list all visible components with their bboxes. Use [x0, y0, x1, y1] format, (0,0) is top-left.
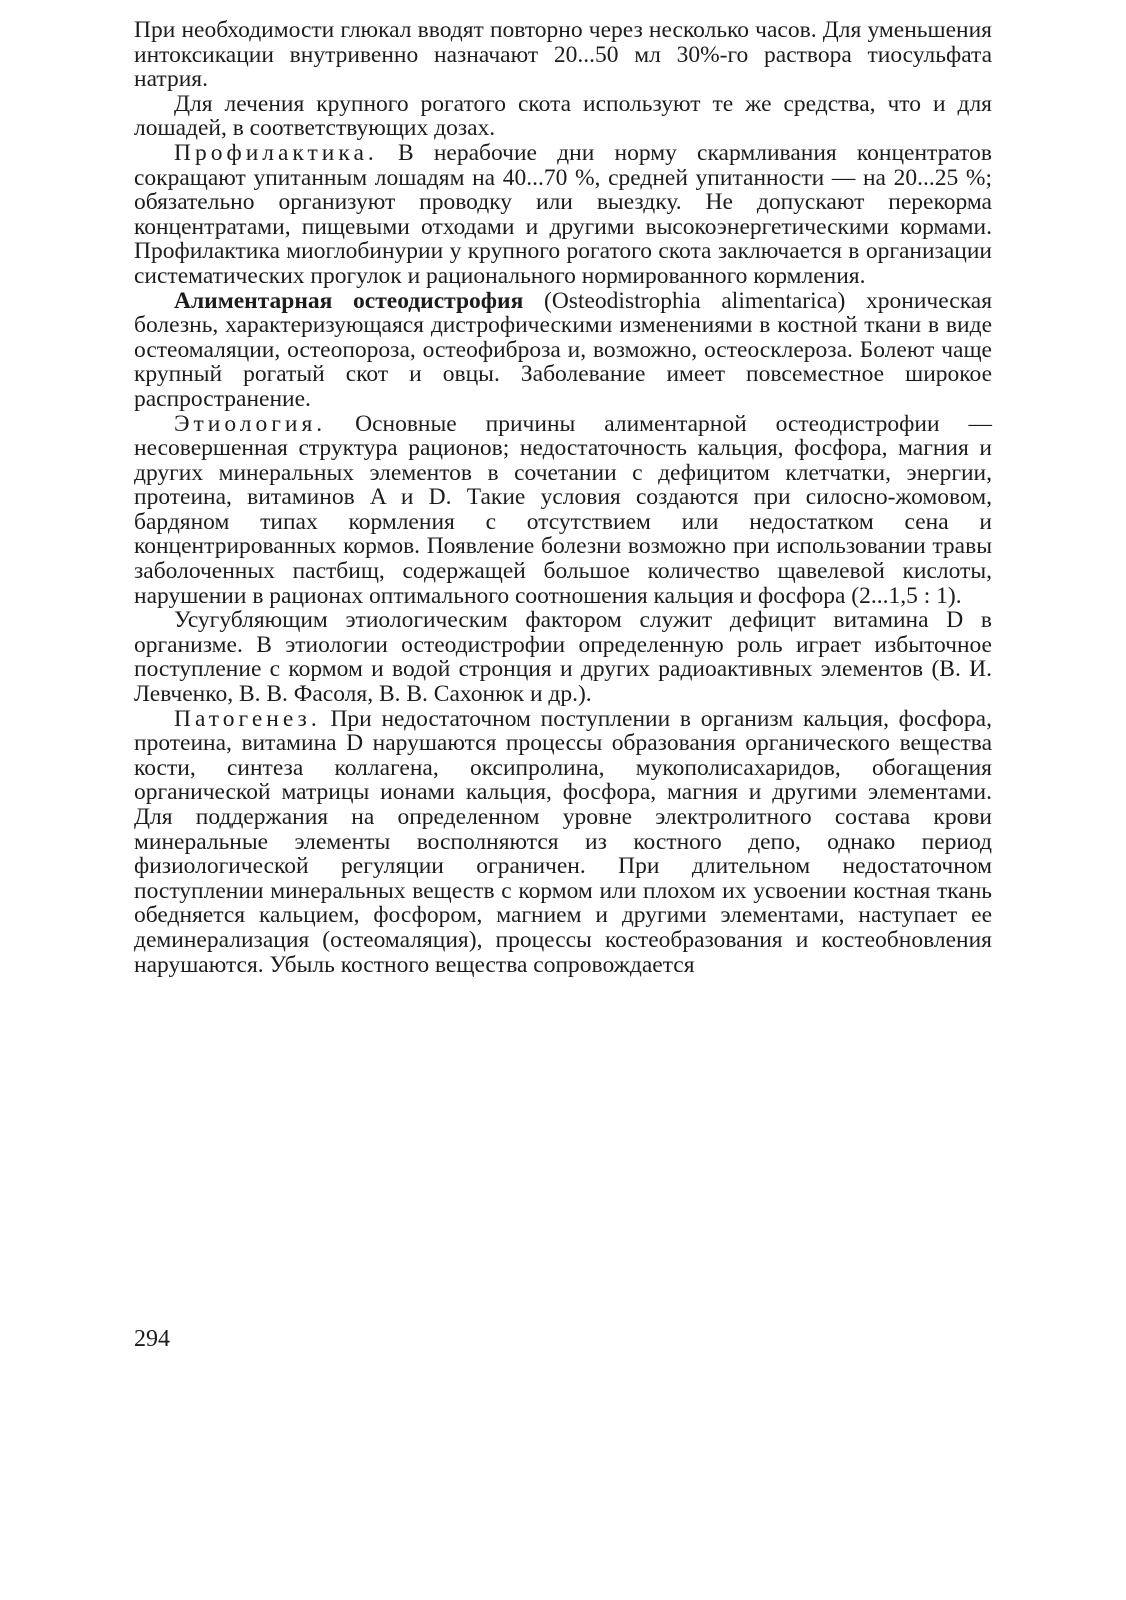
section-heading-etiology: Этиология.	[174, 410, 327, 437]
paragraph-vitamin-d: Усугубляющим этиологическим фактором служит дефицит витамина D в организме. В этиологии остеодистрофии определенную роль играет избыточное поступление с кормом и водой стронция и других радиоактивных элементов (В. И. Левченко, В. В. Фасоля, В. В. Сахонюк и др.).	[134, 607, 992, 708]
paragraph-osteodystrophy	[134, 289, 992, 412]
paragraph-pathogenesis	[134, 707, 992, 978]
paragraph-prophylaxis-body: В нерабочие дни норму скармливания концентратов сокращают упитанным лошадям на 40...70 %, средней упитанности — на 20...25 %; обязательно организуют проводку или выездку. Не допускают перекорма концентратами, пищевыми отходами и другими высокоэнергетическими кормами. Профилактика миоглобинурии у крупного рогатого скота заключается в организации систематических прогулок и рационального нормированного кормления.	[134, 139, 992, 289]
page-text	[134, 18, 992, 977]
page-number: 294	[134, 1326, 170, 1352]
section-heading-pathogenesis: Патогенез.	[174, 705, 321, 732]
paragraph-etiology-body: Основные причины алиментарной остеодистрофии — несовершенная структура рационов; недостаточность кальция, фосфора, магния и других минеральных элементов в сочетании с дефицитом клетчатки, энергии, протеина, витаминов A и D. Такие условия создаются при силосно-жомовом, бардяном типах кормления с отсутствием или недостатком сена и концентрированных кормов. Появление болезни возможно при использовании травы заболоченных пастбищ, содержащей большое количество щавелевой кислоты, нарушении в рационах оптимального соотношения кальция и фосфора (2...1,5 : 1).	[134, 410, 992, 609]
paragraph-glucal-dosage: При необходимости глюкал вводят повторно через несколько часов. Для уменьшения интоксикации внутривенно назначают 20...50 мл 30%-го раствора тиосульфата натрия.	[134, 17, 992, 93]
paragraph-pathogenesis-body: При недостаточном поступлении в организм кальция, фосфора, протеина, витамина D нарушаются процессы образования органического вещества кости, синтеза коллагена, оксипролина, мукополисахаридов, обогащения органической матрицы ионами кальция, фосфора, магния и другими элементами. Для поддержания на определенном уровне электролитного состава крови минеральные элементы восполняются из костного депо, однако период физиологической регуляции ограничен. При длительном недостаточном поступлении минеральных веществ с кормом или плохом их усвоении костная ткань обедняется кальцием, фосфором, магнием и другими элементами, наступает ее деминерализация (остеомаляция), процессы костеобразования и костеобновления нарушаются. Убыль костного вещества сопровождается	[134, 705, 992, 978]
paragraph-cattle-treatment: Для лечения крупного рогатого скота используют те же средства, что и для лошадей, в соответствующих дозах.	[134, 90, 992, 142]
paragraph-etiology	[134, 412, 992, 609]
disease-title: Алиментарная остеодистрофия	[174, 287, 524, 314]
paragraph-prophylaxis	[134, 141, 992, 289]
paragraph-osteodystrophy-body: (Osteodistrophia alimentarica) хроническая болезнь, характеризующаяся дистрофическими изменениями в костной ткани в виде остеомаляции, остеопороза, остеофиброза и, возможно, остеосклероза. Болеют чаще крупный рогатый скот и овцы. Заболевание имеет повсеместное широкое распространение.	[134, 287, 992, 412]
section-heading-prophylaxis: Профилактика.	[174, 139, 378, 166]
